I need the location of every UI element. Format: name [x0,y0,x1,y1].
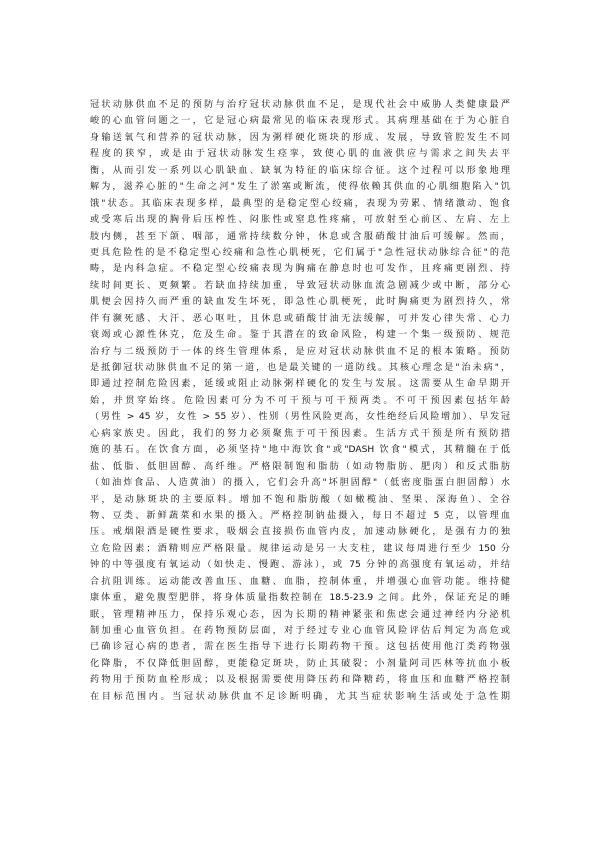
paragraph-line: 立危险因素；酒精则应严格限量。规律运动是另一大支柱，建议每周进行至少 150 分 [90,543,510,554]
paragraph-line: 续时间更长、更频繁。若缺血持续加重，导致冠状动脉血流急剧减少或中断，部分心 [90,280,510,291]
paragraph-line: 盐、低脂、低胆固醇、高纤维。严格限制饱和脂肪（如动物脂肪、肥肉）和反式脂肪 [90,461,510,472]
paragraph-line: 钟的中等强度有氧运动（如快走、慢跑、游泳），或 75 分钟的高强度有氧运动，并结 [90,560,510,571]
paragraph-line: （男性 > 45 岁，女性 > 55 岁）、性别（男性风险更高，女性绝经后风险增加）、早发冠 [90,412,510,423]
paragraph-line: 即通过控制危险因素，延缓或阻止动脉粥样硬化的发生与发展。这需要从生命早期开 [90,379,510,390]
paragraph-line: 程度的狭窄，或是由于冠状动脉发生痉挛，致使心肌的血液供应与需求之间失去平 [90,149,510,160]
paragraph-line: 施的基石。在饮食方面，必须坚持"地中海饮食"或"DASH 饮食"模式，其精髓在于低 [90,445,510,456]
paragraph-line: 肌便会因持久而严重的缺血发生坏死，即急性心肌梗死，此时胸痛更为剧烈持久，常 [90,297,510,308]
paragraph-line: 心病家族史。因此，我们的努力必须聚焦于可干预因素。生活方式干预是所有预防措 [90,428,510,439]
paragraph-line: 饿"状态。其临床表现多样，最典型的是稳定型心绞痛，表现为劳累、情绪激动、饱食 [90,198,510,209]
paragraph-line: 物、豆类、新鲜蔬菜和水果的摄入。严格控制钠盐摄入，每日不超过 5 克，以管理血 [90,510,510,521]
paragraph-line: 冠状动脉供血不足的预防与治疗冠状动脉供血不足，是现代社会中威胁人类健康最严 [90,100,510,110]
paragraph-line: 药物用于预防血栓形成；以及根据需要使用降压药和降糖药，将血压和血糖严格控制 [90,675,510,686]
paragraph-line: 已确诊冠心病的患者，需在医生指导下进行长期药物干预。这包括使用他汀类药物强 [90,642,510,653]
paragraph-line: 眠，管理精神压力，保持乐观心态，因为长期的精神紧张和焦虑会通过神经内分泌机 [90,609,510,620]
paragraph-line: 在目标范围内。当冠状动脉供血不足诊断明确，尤其当症状影响生活或处于急性期 [90,691,510,702]
paragraph-line: 身输送氧气和营养的冠状动脉，因为粥样硬化斑块的形成、发展，导致管腔发生不同 [90,132,510,143]
paragraph-line: 衰竭或心源性休克，危及生命。鉴于其潜在的致命风险，构建一个集一级预防、规范 [90,330,510,341]
paragraph-line: 平，是动脉斑块的主要原料。增加不饱和脂肪酸（如橄榄油、坚果、深海鱼）、全谷 [90,494,510,505]
paragraph-line: 压。戒烟限酒是硬性要求，吸烟会直接损伤血管内皮，加速动脉硬化，是强有力的独 [90,527,510,538]
paragraph-line: 肢内侧，甚至下颌、咽部，通常持续数分钟，休息或含服硝酸甘油后可缓解。然而， [90,231,510,242]
paragraph-line: 解为，滋养心脏的"生命之河"发生了淤塞或断流，使得依赖其供血的心肌细胞陷入"饥 [90,182,510,193]
paragraph-line: 或受寒后出现的胸骨后压榨性、闷胀性或窒息性疼痛，可放射至心前区、左肩、左上 [90,215,510,226]
paragraph-line: 治疗与二级预防于一体的终生管理体系，是应对冠状动脉供血不足的根本策略。预防 [90,346,510,357]
paragraph-line: 制加重心血管负担。在药物预防层面，对于经过专业心血管风险评估后判定为高危或 [90,626,510,636]
body-paragraph [90,97,510,705]
paragraph-line: 更具危险性的是不稳定型心绞痛和急性心肌梗死，它们属于"急性冠状动脉综合征"的范 [90,247,510,258]
paragraph-line: 合抗阻训练。运动能改善血压、血糖、血脂，控制体重，并增强心血管功能。维持健 [90,576,510,587]
paragraph-line: 始，并贯穿始终。危险因素可分为不可干预与可干预两类。不可干预因素包括年龄 [90,395,510,406]
paragraph-line: 伴有濒死感、大汗、恶心呕吐，且休息或硝酸甘油无法缓解，可并发心律失常、心力 [90,313,510,324]
paragraph-line: 是抵御冠状动脉供血不足的第一道，也是最关键的一道防线。其核心理念是"治未病"， [90,363,510,373]
paragraph-line: 康体重，避免腹型肥胖，将身体质量指数控制在 18.5-23.9 之间。此外，保证充足的睡 [90,593,510,604]
paragraph-line: 峻的心血管问题之一，它是冠心病最常见的临床表现形式。其病理基础在于为心脏自 [90,116,510,127]
paragraph-line: 畴，是内科急症。不稳定型心绞痛表现为胸痛在静息时也可发作，且疼痛更剧烈、持 [90,264,510,275]
paragraph-line: （如油炸食品、人造黄油）的摄入，它们会升高"坏胆固醇"（低密度脂蛋白胆固醇）水 [90,478,510,489]
paragraph-line: 化降脂，不仅降低胆固醇，更能稳定斑块，防止其破裂；小剂量阿司匹林等抗血小板 [90,658,510,669]
paragraph-line: 衡，从而引发一系列以心肌缺血、缺氧为特征的临床综合征。这个过程可以形象地理 [90,165,510,176]
